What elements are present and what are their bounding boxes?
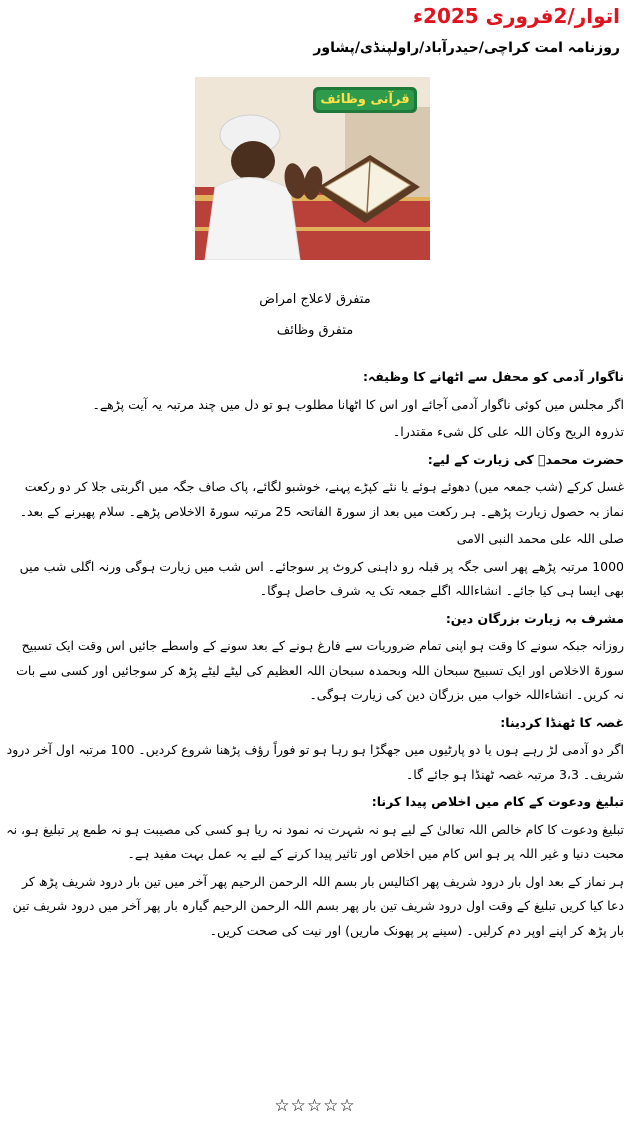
section-heading: ناگوار آدمی کو محفل سے اٹھانے کا وظیفہ: (362, 369, 624, 384)
body-paragraph: تبلیغ ودعوت کا کام خالص اللہ تعالیٰ کے لیے ہو نہ شہرت نہ نمود نہ ریا ہو کسی کی مصیبت ہو نہ طمع پر تبلیغ ہو، نہ محبت دنیا و غیر اللہ پر ہو اس کام میں اخلاص اور تاثیر پیدا کرنے کے لیے یہ عمل بہت مفید ہے۔ (6, 821, 624, 861)
newspaper-source: روزنامہ امت کراچی/حیدرآباد/راولپنڈی/پشاور (313, 40, 620, 56)
section-heading: مشرف بہ زیارت بزرگان دین: (445, 610, 624, 626)
image-badge-label: قرآنی وظائف (320, 92, 410, 107)
body-paragraph: ہر نماز کے بعد اول بار درود شریف پھر اکتالیس بار بسم اللہ الرحمن الرحیم پھر آخر میں تین بار درود شریف پڑھ کر دعا کیا کریں تبلیغ کے وقت اول درود شریف تین بار پھر بسم اللہ الرحمن الرحیم گیارہ بار پھر آخر میں درود شریف تین بار پڑھ کر اپنے اوپر دم کرلیں۔ (سینے پر پھونک ماریں) اور نیت کی صحت کریں۔ (12, 873, 624, 938)
body-paragraph: تذروہ الریح وکان اللہ علی کل شیء مقتدرا۔ (392, 424, 624, 439)
article-titles (0, 292, 630, 338)
article-body (6, 365, 624, 946)
section-heading: حضرت محمدؐ کی زیارت کے لیے: (427, 451, 624, 467)
body-paragraph: 1000 مرتبہ پڑھے پھر اسی جگہ پر قبلہ رو داہنی کروٹ پر سوجائے۔ اس شب میں زیارت ہوگی ورنہ اگلی شب میں بھی ایسا ہی کیا جائے۔ انشاءاللہ اگلے جمعہ تک یہ شرف حاصل ہوگا۔ (19, 558, 624, 598)
body-paragraph: روزانہ جبکہ سونے کا وقت ہو اپنی تمام ضروریات سے فارغ ہونے کے بعد سونے کے واسطے جائیں اس وقت ایک تسبیح سورۃ الاخلاص اور ایک تسبیح سبحان اللہ وبحمدہ سبحان اللہ العظیم کی لیٹے لیٹے پڑھ کر سوجائیں اور کسی سے بات نہ کریں۔ انشاءاللہ خواب میں بزرگان دین کی زیارت ہوگی۔ (16, 638, 624, 702)
body-paragraph: اگر مجلس میں کوئی ناگوار آدمی آجائے اور اس کا اٹھانا مطلوب ہو تو دل میں چند مرتبہ یہ آیت پڑھے۔ (92, 396, 624, 412)
article-subtitle: متفرق وظائف (276, 323, 354, 338)
body-paragraph: اگر دو آدمی لڑ رہے ہوں یا دو پارٹیوں میں جھگڑا ہو رہا ہو تو فوراً رؤف پڑھنا شروع کردیں۔ 100 مرتبہ اول آخر درود شریف۔ 3،3 مرتبہ غصہ ٹھنڈا ہو جائے گا۔ (6, 742, 624, 782)
body-paragraph: غسل کرکے (شب جمعہ میں) دھوئے ہوئے یا نئے کپڑے پہنے، خوشبو لگائے، پاک صاف جگہ میں اگربتی جلا کر دو رکعت نماز بہ حصول زیارت پڑھے۔ ہر رکعت میں بعد از سورۃ الفاتحہ 25 مرتبہ سورۃ الاخلاص پڑھے۔ سلام پھیرنے کے بعد۔ (19, 479, 624, 519)
end-stars: ☆☆☆☆☆ (274, 1096, 356, 1116)
section-heading: تبلیغ ودعوت کے کام میں اخلاص پیدا کرنا: (371, 794, 624, 809)
article-title: متفرق لاعلاج امراض (259, 292, 371, 307)
section-heading: غصہ کا ٹھنڈا کردینا: (500, 714, 624, 730)
body-paragraph: صلی اللہ علی محمد النبی الامی (456, 531, 624, 546)
publication-date: اتوار/2فروری 2025ء (412, 4, 620, 28)
article-header-image (195, 77, 430, 260)
